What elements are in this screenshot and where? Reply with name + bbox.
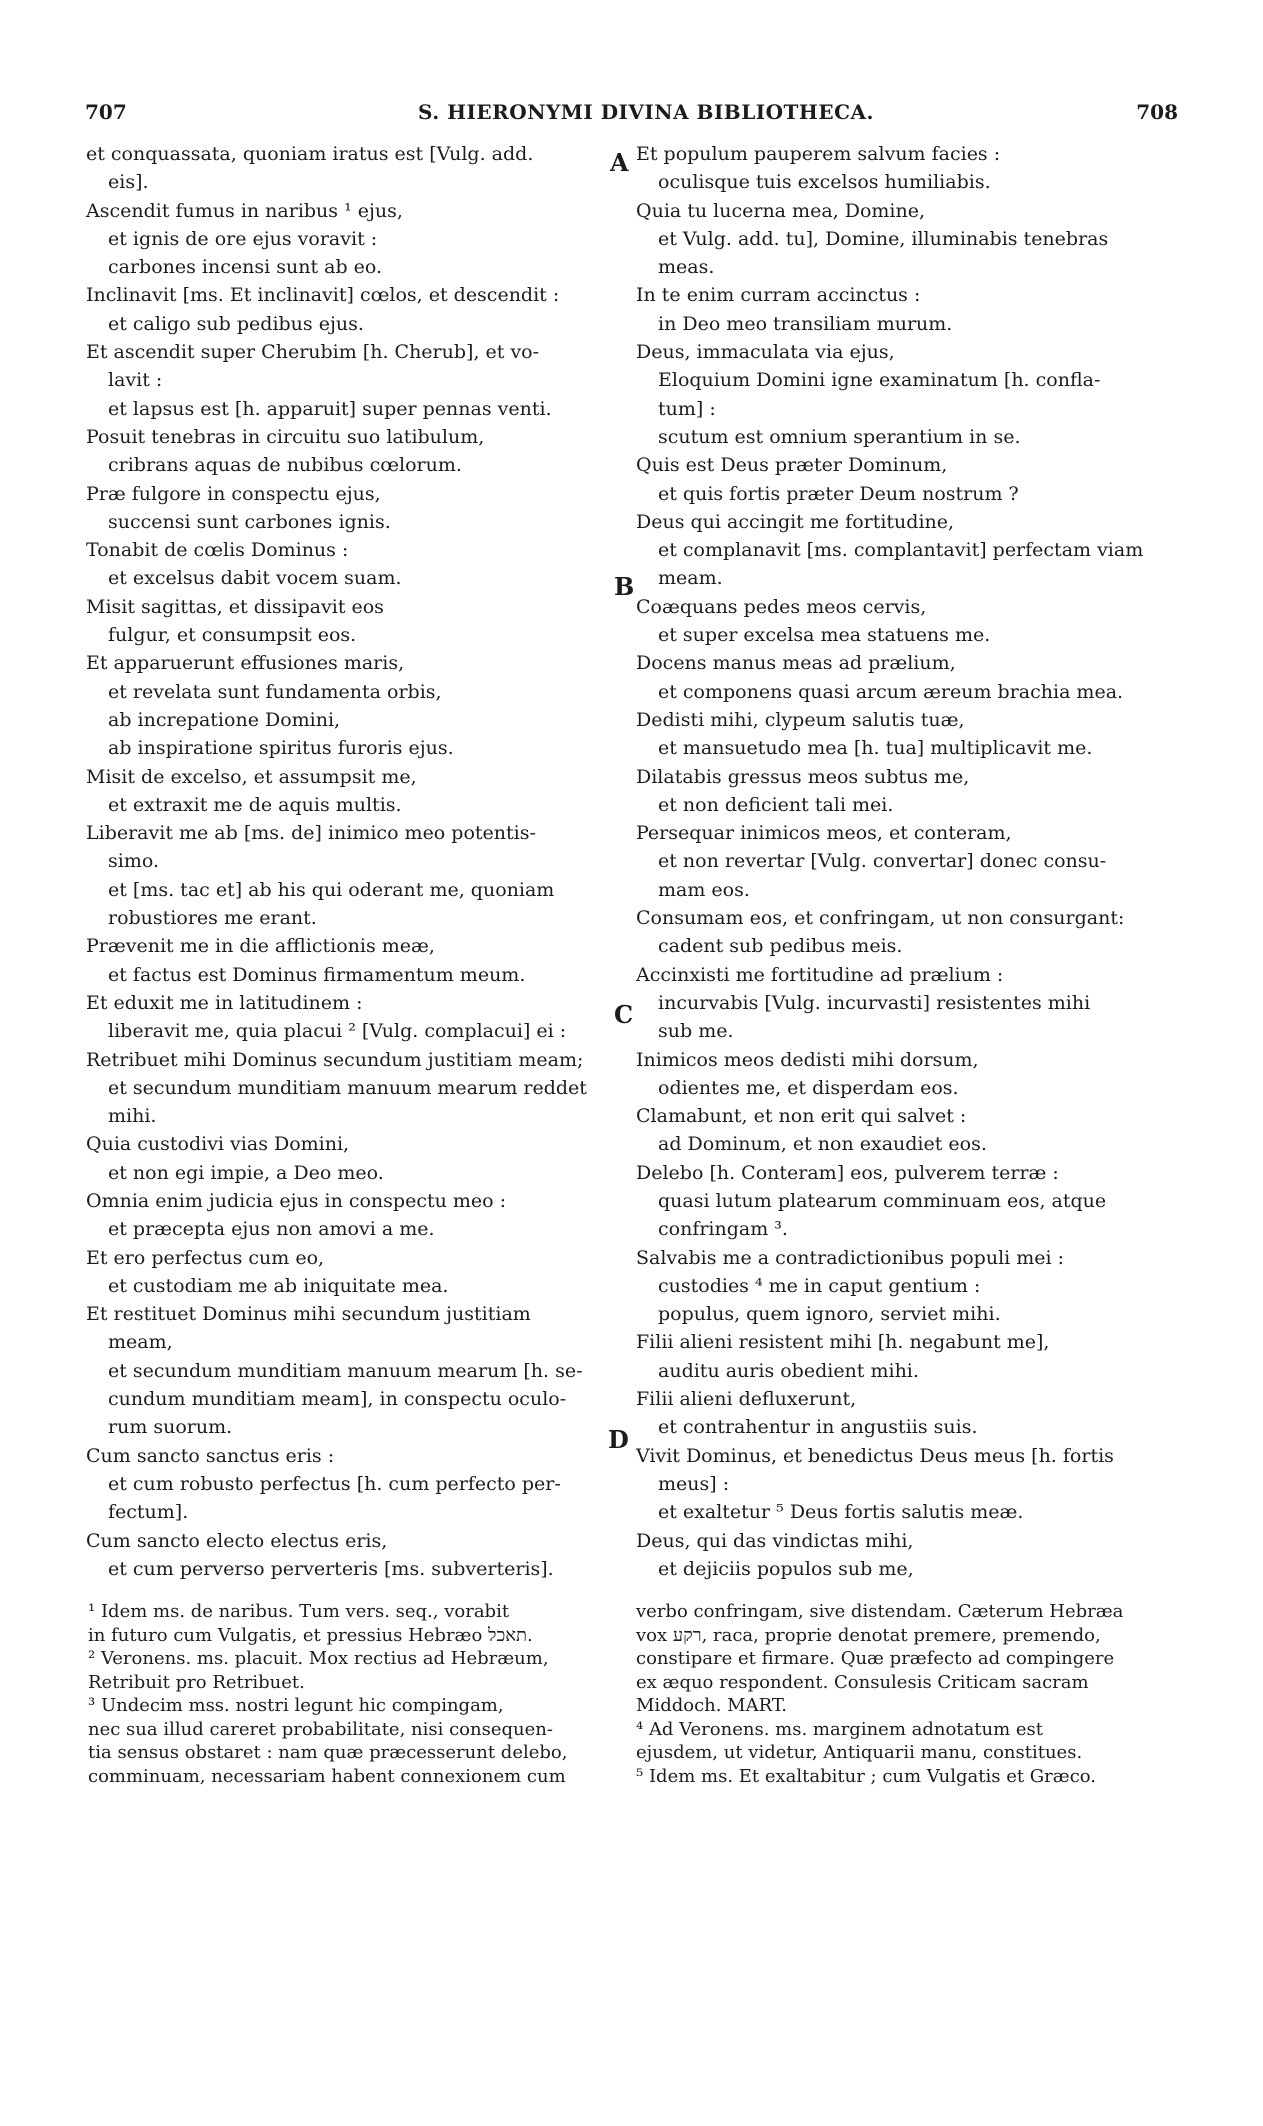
text-line: Filii alieni defluxerunt, — [636, 1388, 857, 1411]
text-line: Et ascendit super Cherubim [h. Cherub], et vo- — [86, 341, 540, 364]
text-line: et quis fortis præter Deum nostrum ? — [658, 482, 1019, 505]
text-line: sub me. — [658, 1020, 734, 1043]
text-line: fulgur, et consumpsit eos. — [108, 624, 357, 647]
text-line: scutum est omnium sperantium in se. — [658, 425, 1021, 448]
text-line: quasi lutum platearum comminuam eos, atque — [658, 1189, 1107, 1212]
footnote-line: constipare et firmare. Quæ præfecto ad compingere — [636, 1648, 1115, 1669]
text-line: cadent sub pedibus meis. — [658, 935, 903, 958]
text-line: mam eos. — [658, 878, 750, 901]
text-line: in Deo meo transiliam murum. — [658, 312, 953, 335]
text-line: cundum munditiam meam], in conspectu oculo- — [108, 1388, 567, 1411]
text-line: Prævenit me in die afflictionis meæ, — [86, 935, 435, 958]
text-line: auditu auris obedient mihi. — [658, 1359, 919, 1382]
footnote-line: verbo confringam, sive distendam. Cæterum Hebræa — [636, 1601, 1124, 1622]
text-line: eis]. — [108, 171, 149, 194]
text-line: fectum]. — [108, 1501, 189, 1524]
text-line: et cum perverso perverteris [ms. subverteris]. — [108, 1557, 554, 1580]
text-line: Salvabis me a contradictionibus populi mei : — [636, 1246, 1065, 1269]
text-line: lavit : — [108, 369, 163, 392]
text-line: et extraxit me de aquis multis. — [108, 793, 402, 816]
text-line: Posuit tenebras in circuitu suo latibulum, — [86, 425, 485, 448]
text-line: liberavit me, quia placui ² [Vulg. complacui] ei : — [108, 1020, 567, 1043]
footnote-line: comminuam, necessariam habent connexionem cum — [88, 1765, 566, 1787]
text-line: robustiores me erant. — [108, 907, 317, 930]
text-line: et componens quasi arcum æreum brachia mea. — [658, 680, 1124, 703]
text-line: et cum robusto perfectus [h. cum perfecto per- — [108, 1472, 561, 1495]
text-line: Deus, qui das vindictas mihi, — [636, 1529, 914, 1552]
text-line: et lapsus est [h. apparuit] super pennas venti. — [108, 397, 552, 420]
text-line: et mansuetudo mea [h. tua] multiplicavit me. — [658, 737, 1093, 760]
text-line: confringam ³. — [658, 1218, 788, 1241]
margin-mark-b: B — [614, 572, 635, 601]
right-text-column — [636, 140, 1174, 1583]
text-line: Clamabunt, et non erit qui salvet : — [636, 1105, 967, 1128]
text-line: Inclinavit [ms. Et inclinavit] cœlos, et descendit : — [86, 284, 560, 307]
footnote-line: ejusdem, ut videtur, Antiquarii manu, constitues. — [636, 1742, 1083, 1763]
text-line: et super excelsa mea statuens me. — [658, 624, 991, 647]
text-line: cribrans aquas de nubibus cœlorum. — [108, 454, 462, 477]
text-line: Et apparuerunt effusiones maris, — [86, 652, 405, 675]
text-line: Filii alieni resistent mihi [h. negabunt me], — [636, 1331, 1050, 1354]
text-line: Et ero perfectus cum eo, — [86, 1246, 325, 1269]
text-line: et [ms. tac et] ab his qui oderant me, quoniam — [108, 878, 555, 901]
text-line: In te enim curram accinctus : — [636, 284, 921, 307]
text-line: et Vulg. add. tu], Domine, illuminabis tenebras — [658, 227, 1109, 250]
text-line: ab inspiratione spiritus furoris ejus. — [108, 737, 454, 760]
text-line: meas. — [658, 256, 715, 279]
text-line: Docens manus meas ad prælium, — [636, 652, 956, 675]
footnote-line: tia sensus obstaret : nam quæ præcesserunt delebo, — [88, 1742, 568, 1763]
text-line: et factus est Dominus firmamentum meum. — [108, 963, 526, 986]
text-line: Quia custodivi vias Domini, — [86, 1133, 350, 1156]
text-line: et complanavit [ms. complantavit] perfectam viam — [658, 539, 1144, 562]
text-line: et secundum munditiam manuum mearum reddet — [108, 1076, 587, 1099]
text-line: Misit sagittas, et dissipavit eos — [86, 595, 384, 618]
text-line: succensi sunt carbones ignis. — [108, 510, 391, 533]
text-line: Misit de excelso, et assumpsit me, — [86, 765, 417, 788]
text-line: Inimicos meos dedisti mihi dorsum, — [636, 1048, 979, 1071]
text-line: Omnia enim judicia ejus in conspectu meo : — [86, 1189, 507, 1212]
text-line: et revelata sunt fundamenta orbis, — [108, 680, 442, 703]
footnote-line: nec sua illud careret probabilitate, nisi consequen- — [88, 1718, 553, 1740]
text-line: Dilatabis gressus meos subtus me, — [636, 765, 970, 788]
text-line: et conquassata, quoniam iratus est [Vulg. add. — [86, 143, 534, 165]
text-line: Deus, immaculata via ejus, — [636, 341, 895, 364]
text-line: et contrahentur in angustiis suis. — [658, 1416, 978, 1439]
text-line: Præ fulgore in conspectu ejus, — [86, 482, 381, 505]
footnote-line: ² Veronens. ms. placuit. Mox rectius ad Hebræum, — [88, 1648, 549, 1669]
footnote-line: ⁵ Idem ms. Et exaltabitur ; cum Vulgatis et Græco. — [636, 1765, 1097, 1787]
text-line: et custodiam me ab iniquitate mea. — [108, 1274, 449, 1297]
footnotes-right — [636, 1600, 1176, 1788]
text-line: Accinxisti me fortitudine ad prælium : — [636, 963, 1004, 986]
text-line: Liberavit me ab [ms. de] inimico meo potentis- — [86, 822, 536, 845]
text-line: et excelsus dabit vocem suam. — [108, 567, 402, 590]
text-line: et exaltetur ⁵ Deus fortis salutis meæ. — [658, 1501, 1024, 1524]
margin-mark-a: A — [610, 148, 629, 177]
footnote-line: ⁴ Ad Veronens. ms. marginem adnotatum est — [636, 1718, 1043, 1740]
text-line: meam. — [658, 567, 723, 590]
text-line: custodies ⁴ me in caput gentium : — [658, 1274, 981, 1297]
text-line: Delebo [h. Conteram] eos, pulverem terræ : — [636, 1161, 1059, 1184]
page-number-right: 708 — [1136, 100, 1178, 124]
footnote-line: Middoch. MART. — [636, 1695, 787, 1716]
margin-mark-d: D — [608, 1425, 629, 1454]
running-title: S. HIERONYMI DIVINA BIBLIOTHECA. — [418, 100, 874, 124]
text-line: oculisque tuis excelsos humiliabis. — [658, 171, 991, 194]
page-number-left: 707 — [85, 100, 127, 124]
text-line: et præcepta ejus non amovi a me. — [108, 1218, 435, 1241]
text-line: et ignis de ore ejus voravit : — [108, 227, 378, 250]
text-line: populus, quem ignoro, serviet mihi. — [658, 1303, 1001, 1326]
footnote-line: in futuro cum Vulgatis, et pressius Hebræo תאכל. — [88, 1624, 533, 1646]
text-line: simo. — [108, 850, 159, 873]
text-line: et non egi impie, a Deo meo. — [108, 1161, 384, 1184]
text-line: meam, — [108, 1331, 173, 1354]
text-line: et dejiciis populos sub me, — [658, 1557, 914, 1580]
text-line: Cum sancto electo electus eris, — [86, 1529, 388, 1552]
footnote-line: ¹ Idem ms. de naribus. Tum vers. seq., vorabit — [88, 1601, 510, 1622]
footnote-line: ³ Undecim mss. nostri legunt hic compingam, — [88, 1695, 504, 1716]
text-line: Tonabit de cœlis Dominus : — [86, 539, 349, 562]
text-line: incurvabis [Vulg. incurvasti] resistentes mihi — [658, 991, 1091, 1014]
text-line: Et restituet Dominus mihi secundum justitiam — [86, 1303, 531, 1326]
left-text-column — [86, 140, 646, 1583]
text-line: et non revertar [Vulg. convertar] donec consu- — [658, 850, 1107, 873]
text-line: Coæquans pedes meos cervis, — [636, 595, 927, 618]
text-line: Deus qui accingit me fortitudine, — [636, 510, 955, 533]
text-line: et non deficient tali mei. — [658, 793, 894, 816]
footnotes-left — [88, 1600, 618, 1788]
text-line: ab increpatione Domini, — [108, 708, 341, 731]
text-line: Consumam eos, et confringam, ut non consurgant: — [636, 907, 1125, 930]
text-line: Ascendit fumus in naribus ¹ ejus, — [86, 199, 403, 222]
footnote-line: vox רקע, raca, proprie denotat premere, premendo, — [636, 1624, 1101, 1646]
text-line: et secundum munditiam manuum mearum [h. se- — [108, 1359, 583, 1382]
text-line: Quis est Deus præter Dominum, — [636, 454, 948, 477]
text-line: Dedisti mihi, clypeum salutis tuæ, — [636, 708, 965, 731]
text-line: Persequar inimicos meos, et conteram, — [636, 822, 1012, 845]
text-line: carbones incensi sunt ab eo. — [108, 256, 383, 279]
text-line: Vivit Dominus, et benedictus Deus meus [h. fortis — [636, 1444, 1114, 1467]
text-line: tum] : — [658, 397, 716, 420]
margin-mark-c: C — [614, 1000, 634, 1029]
text-line: Et populum pauperem salvum facies : — [636, 143, 1001, 165]
text-line: ad Dominum, et non exaudiet eos. — [658, 1133, 987, 1156]
text-line: et caligo sub pedibus ejus. — [108, 312, 364, 335]
footnote-line: Retribuit pro Retribuet. — [88, 1671, 305, 1693]
text-line: Quia tu lucerna mea, Domine, — [636, 199, 926, 222]
text-line: Cum sancto sanctus eris : — [86, 1444, 335, 1467]
text-line: odientes me, et disperdam eos. — [658, 1076, 959, 1099]
text-line: meus] : — [658, 1472, 730, 1495]
text-line: rum suorum. — [108, 1416, 233, 1439]
text-line: Et eduxit me in latitudinem : — [86, 991, 363, 1014]
text-line: mihi. — [108, 1105, 157, 1128]
text-line: Retribuet mihi Dominus secundum justitiam meam; — [86, 1048, 584, 1071]
page-header — [0, 100, 1263, 130]
text-line: Eloquium Domini igne examinatum [h. confla- — [658, 369, 1101, 392]
footnote-line: ex æquo respondent. Consulesis Criticam sacram — [636, 1671, 1089, 1693]
